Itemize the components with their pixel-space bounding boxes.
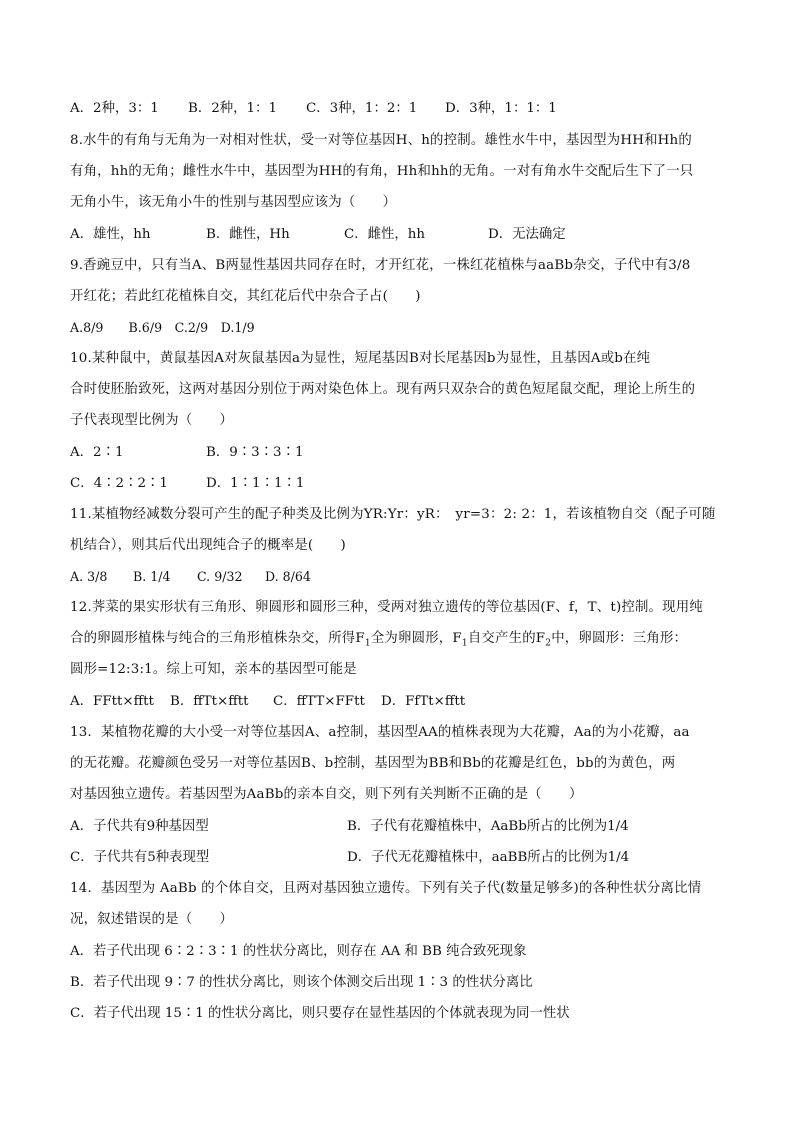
q7-option-c: C．3种，1：2：1	[306, 101, 418, 116]
q10-stem-line-3: 子代表现型比例为（ ）	[70, 413, 234, 428]
q12-option-b: B．ffTt×fftt	[170, 694, 249, 709]
q8-stem-line-3: 无角小牛，该无角小牛的性别与基因型应该为（ ）	[70, 195, 397, 210]
q14-option-b: B．若子代出现 9∶7 的性状分离比，则该个体测交后出现 1∶3 的性状分离比	[70, 975, 533, 990]
q11-stem-line-2: 机结合），则其后代出现纯合子的概率是( )	[70, 538, 346, 553]
q10-stem-line-1: 10.某种鼠中，黄鼠基因A对灰鼠基因a为显性，短尾基因B对长尾基因b为显性，且基因A或b在纯	[70, 351, 651, 366]
q14-stem-line-1: 14．基因型为 AaBb 的个体自交，且两对基因独立遗传。下列有关子代(数量足够多)的各种性状分离比情	[70, 881, 702, 896]
q12-stem-line-1: 12.荠菜的果实形状有三角形、卵圆形和圆形三种，受两对独立遗传的等位基因(F、f，T、t)控制。现用纯	[70, 600, 703, 615]
q12-option-a: A．FFtt×fftt	[70, 694, 154, 709]
q13-stem-line-3: 对基因独立遗传。若基因型为AaBb的亲本自交，则下列有关判断不正确的是（ ）	[70, 787, 583, 802]
q8-option-d: D．无法确定	[488, 227, 566, 242]
q14-stem-line-2: 况，叙述错误的是（ ）	[70, 912, 234, 927]
q12-subscript-1: 1	[364, 638, 371, 649]
q8-option-b: B．雌性，Hh	[206, 227, 290, 242]
q7-option-b: B．2种，1：1	[188, 101, 277, 116]
q12-stem-line-2	[70, 629, 730, 654]
q13-option-c: C．子代共有5种表现型	[70, 850, 210, 865]
q7-option-a: A．2种，3：1	[70, 101, 159, 116]
q14-option-a: A．若子代出现 6∶2∶3∶1 的性状分离比，则存在 AA 和 BB 纯合致死现象	[70, 944, 527, 959]
q10-option-b: B．9∶3∶3∶1	[206, 445, 304, 460]
q14-option-c: C．若子代出现 15∶1 的性状分离比，则只要存在显性基因的个体就表现为同一性状	[70, 1006, 570, 1021]
q12-text-b: 全为卵圆形，F	[370, 631, 462, 646]
q10-option-a: A．2∶1	[70, 445, 124, 460]
q9-stem-line-1: 9.香豌豆中，只有当A、B两显性基因共同存在时，才开红花，一株红花植株与aaBb杂交，子代中有3/8	[70, 258, 691, 273]
q12-subscript-3: 2	[545, 638, 552, 649]
q10-stem-line-2: 合时使胚胎致死，这两对基因分别位于两对染色体上。现有两只双杂合的黄色短尾鼠交配，理论上所生的	[70, 382, 696, 397]
q8-option-c: C．雌性，hh	[344, 227, 426, 242]
q8-stem-line-2: 有角，hh的无角；雌性水牛中，基因型为HH的有角，Hh和hh的无角。一对有角水牛交配后生下了一只	[70, 164, 694, 179]
q11-option-a: A. 3/8	[70, 569, 108, 584]
q13-option-a: A．子代共有9种基因型	[70, 819, 209, 834]
q9-options: A.8/9 B.6/9 C.2/9 D.1/9	[70, 320, 255, 335]
q11-stem-line-1: 11.某植物经减数分裂可产生的配子种类及比例为YR:Yr：yR： yr=3：2: 2：1，若该植物自交（配子可随	[70, 507, 716, 522]
q11-option-d: D. 8/64	[265, 569, 311, 584]
q13-option-b: B．子代有花瓣植株中，AaBb所占的比例为1/4	[347, 819, 629, 834]
q8-option-a: A．雄性，hh	[70, 227, 151, 242]
q11-option-c: C. 9/32	[197, 569, 243, 584]
q13-option-d: D．子代无花瓣植株中，aaBB所占的比例为1/4	[347, 850, 630, 865]
q12-text-c: 自交产生的F	[467, 631, 546, 646]
q12-option-d: D．FfTt×fftt	[381, 694, 466, 709]
q12-subscript-2: 1	[461, 638, 468, 649]
q8-stem-line-1: 8.水牛的有角与无角为一对相对性状，受一对等位基因H、h的控制。雄性水牛中，基因型为HH和Hh的	[70, 133, 692, 148]
q12-stem-line-3: 圆形=12:3:1。综上可知，亲本的基因型可能是	[70, 662, 357, 677]
q13-stem-line-1: 13．某植物花瓣的大小受一对等位基因A、a控制，基因型AA的植株表现为大花瓣，Aa的为小花瓣，aa	[70, 725, 690, 740]
q12-text-d: 中，卵圆形：三角形：	[551, 631, 688, 646]
q10-option-d: D．1∶1∶1∶1	[206, 476, 305, 491]
q11-option-b: B. 1/4	[133, 569, 171, 584]
q13-stem-line-2: 的无花瓣。花瓣颜色受另一对等位基因B、b控制，基因型为BB和Bb的花瓣是红色，bb的为黄色，两	[70, 756, 676, 771]
q10-option-c: C．4∶2∶2∶1	[70, 476, 168, 491]
q12-text-a: 合的卵圆形植株与纯合的三角形植株杂交，所得F	[70, 631, 365, 646]
q9-stem-line-2: 开红花；若此红花植株自交，其红花后代中杂合子占( )	[70, 289, 421, 304]
q12-option-c: C．ffTT×FFtt	[273, 694, 365, 709]
q7-option-d: D．3种，1：1：1	[445, 101, 557, 116]
